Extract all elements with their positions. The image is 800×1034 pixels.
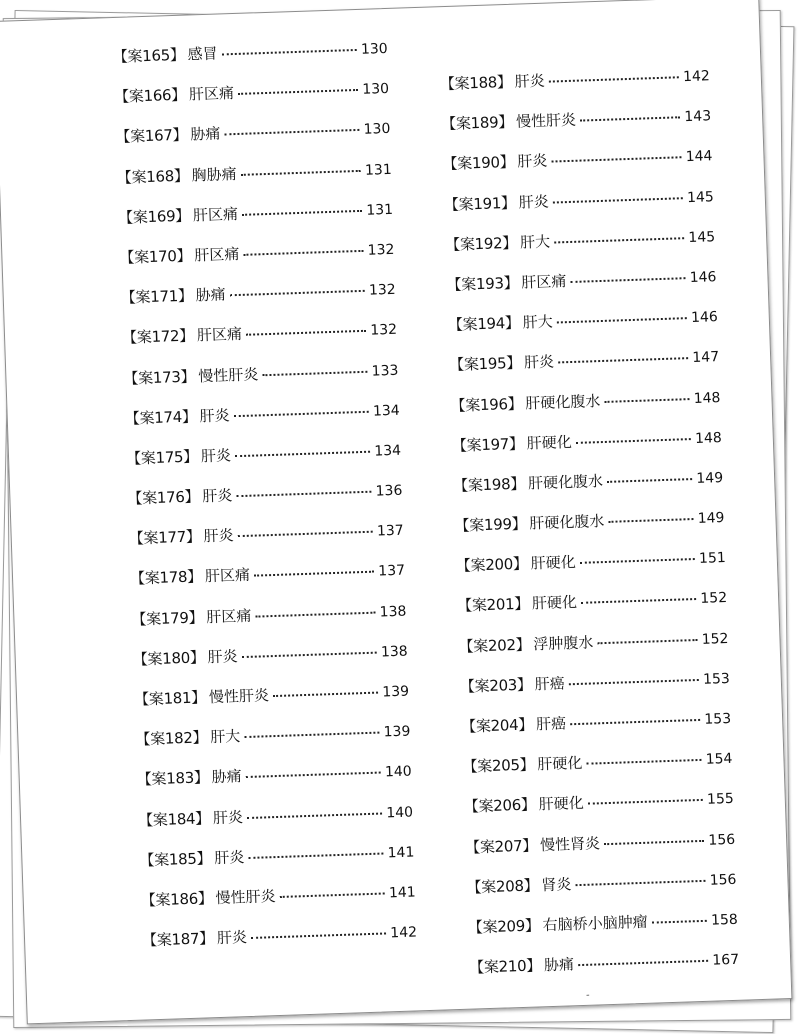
case-number: 【案176】 [127, 487, 200, 508]
dot-leader [578, 960, 708, 966]
page-number: 144 [685, 148, 713, 166]
dot-leader [224, 129, 359, 135]
case-title: 肝炎 [203, 526, 234, 546]
dot-leader [280, 892, 385, 897]
page-number: 139 [383, 723, 411, 741]
page-number: 141 [388, 884, 416, 902]
dot-leader [222, 49, 357, 55]
case-title: 肝癌 [534, 674, 565, 694]
dot-leader [234, 410, 369, 416]
case-title: 肝区痛 [521, 272, 567, 292]
case-title: 肝炎 [213, 847, 245, 867]
dot-leader [247, 812, 382, 818]
page-number: 167 [712, 951, 740, 969]
case-number: 【案187】 [141, 929, 215, 950]
case-title: 肝硬化腹水 [525, 391, 601, 413]
case-title: 肝炎 [200, 446, 232, 466]
page-number: 143 [684, 108, 712, 126]
page-number: 140 [384, 763, 412, 781]
case-number: 【案204】 [460, 715, 534, 736]
case-title: 肝炎 [523, 352, 555, 372]
page-number: 134 [374, 442, 402, 460]
page-number: 149 [697, 510, 725, 527]
case-number: 【案178】 [129, 567, 203, 589]
page-number: 151 [698, 550, 727, 568]
case-title: 肝炎 [212, 807, 244, 827]
case-title: 肝大 [519, 232, 551, 252]
page-number: 148 [693, 389, 721, 407]
page-number: 142 [682, 68, 711, 86]
page-number: 152 [700, 590, 728, 608]
case-number: 【案184】 [137, 808, 211, 830]
case-number: 【案195】 [448, 353, 522, 375]
dot-leader [236, 491, 371, 497]
dot-leader [570, 277, 685, 283]
page-number: 138 [379, 603, 407, 621]
dot-leader [241, 169, 361, 175]
case-title: 肝区痛 [193, 244, 240, 265]
case-title: 肝区痛 [196, 325, 243, 345]
dot-leader [235, 451, 370, 457]
case-number: 【案180】 [132, 648, 205, 669]
dot-leader [570, 719, 700, 725]
dot-leader [597, 639, 697, 644]
page-number: 148 [694, 429, 723, 447]
page-number: 137 [378, 563, 406, 580]
dot-leader [262, 370, 367, 375]
dot-leader [248, 852, 383, 858]
dot-leader [551, 157, 681, 163]
dot-leader [581, 598, 696, 604]
dot-leader [569, 679, 699, 685]
case-title: 肝区痛 [205, 606, 252, 626]
case-number: 【案199】 [454, 514, 527, 536]
case-title: 胁痛 [195, 285, 226, 305]
case-title: 慢性肝炎 [215, 887, 276, 908]
case-number: 【案193】 [446, 273, 519, 295]
case-number: 【案206】 [463, 795, 536, 817]
case-number: 【案200】 [455, 554, 529, 576]
case-number: 【案196】 [450, 394, 523, 415]
dot-leader [242, 651, 377, 657]
page-number: 136 [375, 482, 403, 500]
case-title: 肝硬化腹水 [527, 471, 604, 493]
case-number: 【案181】 [133, 688, 207, 709]
page-number: 131 [364, 161, 392, 179]
case-number: 【案208】 [466, 876, 539, 897]
case-number: 【案194】 [447, 313, 521, 335]
case-title: 肝硬化腹水 [529, 512, 605, 533]
dot-leader [580, 558, 695, 564]
case-number: 【案183】 [136, 768, 209, 790]
case-title: 肝炎 [199, 406, 230, 426]
page-number: 158 [710, 911, 739, 929]
case-number: 【案209】 [467, 916, 540, 937]
case-title: 肝炎 [518, 192, 550, 212]
case-title: 肝硬化 [531, 593, 578, 613]
dot-leader [246, 330, 366, 336]
case-number: 【案192】 [444, 233, 518, 254]
page-number: 131 [366, 201, 394, 219]
case-title: 肝硬化 [526, 432, 572, 453]
case-number: 【案168】 [116, 166, 189, 187]
dot-leader [604, 839, 704, 844]
page-number: 152 [701, 630, 729, 648]
dot-leader [586, 759, 701, 765]
dot-leader [607, 478, 692, 483]
case-title: 胸胁痛 [191, 164, 237, 185]
page-number: 153 [704, 710, 732, 728]
page-number: 155 [706, 791, 735, 809]
case-title: 慢性肾炎 [539, 833, 601, 854]
case-title: 胁痛 [543, 955, 575, 975]
dot-leader [246, 772, 381, 778]
page-number: 139 [382, 683, 410, 701]
case-number: 【案173】 [123, 366, 196, 388]
case-number: 【案188】 [439, 72, 513, 94]
case-number: 【案165】 [112, 45, 185, 67]
dot-leader [230, 290, 365, 296]
page-number: 146 [690, 309, 719, 327]
page-number: 133 [371, 362, 399, 380]
dot-leader [549, 76, 679, 82]
case-title: 肾炎 [541, 875, 572, 895]
dot-leader [588, 799, 703, 805]
page-number: 132 [368, 281, 396, 299]
dot-leader [554, 237, 684, 243]
case-title: 肝炎 [517, 152, 548, 172]
dot-leader [242, 210, 362, 216]
toc-column-left [112, 37, 417, 970]
page-number: 132 [370, 322, 398, 339]
page-number: 130 [360, 40, 388, 58]
case-number: 【案175】 [125, 447, 199, 468]
case-title: 肝炎 [216, 928, 248, 948]
case-number: 【案190】 [442, 153, 515, 174]
page-number: 132 [367, 241, 395, 259]
dot-leader [254, 571, 374, 577]
dot-leader [604, 398, 689, 403]
case-number: 【案202】 [458, 635, 531, 656]
case-title: 慢性肝炎 [515, 110, 577, 131]
page-number: 153 [702, 670, 731, 688]
dot-leader [553, 197, 683, 203]
case-number: 【案177】 [128, 527, 201, 549]
case-title: 肝炎 [514, 71, 546, 91]
case-number: 【案170】 [119, 246, 192, 267]
dot-leader [251, 933, 386, 939]
dot-leader [238, 89, 358, 95]
case-title: 右脑桥小脑肿瘤 [542, 912, 648, 935]
case-number: 【案198】 [452, 474, 526, 495]
page-mark: - [585, 989, 590, 1002]
page-number: 154 [705, 751, 733, 768]
toc-entry [142, 921, 418, 970]
case-title: 肝硬化 [530, 553, 576, 573]
case-number: 【案189】 [440, 112, 514, 134]
case-title: 肝区痛 [188, 84, 235, 104]
case-title: 肝区痛 [192, 204, 239, 225]
page-number: 137 [376, 522, 404, 540]
case-number: 【案167】 [115, 125, 188, 147]
page-number: 138 [380, 643, 408, 661]
dot-leader [557, 317, 687, 323]
case-title: 肝硬化 [538, 794, 584, 814]
case-number: 【案182】 [135, 728, 208, 749]
case-number: 【案169】 [117, 206, 191, 227]
case-number: 【案166】 [113, 85, 187, 107]
dot-leader [255, 611, 375, 617]
case-title: 肝炎 [207, 647, 238, 667]
case-title: 肝硬化 [537, 754, 583, 774]
dot-leader [244, 732, 379, 738]
case-number: 【案203】 [459, 675, 532, 696]
case-number: 【案201】 [456, 594, 530, 616]
case-number: 【案191】 [443, 193, 517, 214]
case-title: 胁痛 [189, 124, 221, 144]
case-title: 浮肿腹水 [533, 633, 594, 654]
case-title: 肝炎 [201, 486, 233, 506]
toc-column-right [440, 64, 740, 997]
dot-leader [243, 250, 363, 256]
case-number: 【案197】 [451, 434, 525, 455]
dot-leader [580, 116, 680, 121]
page-number: 146 [689, 269, 717, 286]
dot-leader [558, 357, 688, 363]
dot-leader [238, 531, 373, 537]
page-number: 142 [390, 924, 418, 942]
case-number: 【案179】 [131, 607, 204, 629]
case-number: 【案172】 [121, 326, 195, 348]
case-number: 【案210】 [468, 956, 542, 977]
page-number: 149 [696, 469, 724, 487]
dot-leader [652, 920, 707, 924]
case-title: 胁痛 [211, 767, 242, 787]
page-number: 141 [387, 844, 415, 862]
page-number: 147 [692, 349, 720, 367]
page-number: 140 [386, 804, 414, 821]
page-number: 130 [363, 121, 391, 139]
case-title: 感冒 [187, 44, 218, 64]
dot-leader [273, 692, 378, 697]
case-number: 【案185】 [139, 848, 212, 870]
case-number: 【案207】 [464, 835, 538, 857]
case-number: 【案186】 [140, 889, 213, 910]
page-number: 130 [362, 81, 390, 98]
case-title: 慢性肝炎 [208, 686, 270, 707]
page-number: 145 [688, 228, 716, 246]
page-number: 156 [708, 831, 736, 849]
dot-leader [608, 518, 693, 523]
case-number: 【案174】 [124, 407, 197, 428]
case-title: 肝癌 [535, 714, 567, 734]
dot-leader [575, 880, 705, 886]
dot-leader [576, 438, 691, 444]
page-number: 156 [709, 871, 737, 889]
case-title: 肝大 [522, 312, 554, 332]
case-title: 肝大 [209, 727, 241, 747]
case-title: 肝区痛 [204, 566, 251, 586]
case-number: 【案205】 [462, 755, 535, 777]
case-title: 慢性肝炎 [197, 364, 259, 385]
toc-entry [469, 948, 740, 997]
case-number: 【案171】 [120, 286, 193, 308]
page-number: 134 [372, 402, 400, 420]
page-number: 145 [686, 188, 715, 206]
